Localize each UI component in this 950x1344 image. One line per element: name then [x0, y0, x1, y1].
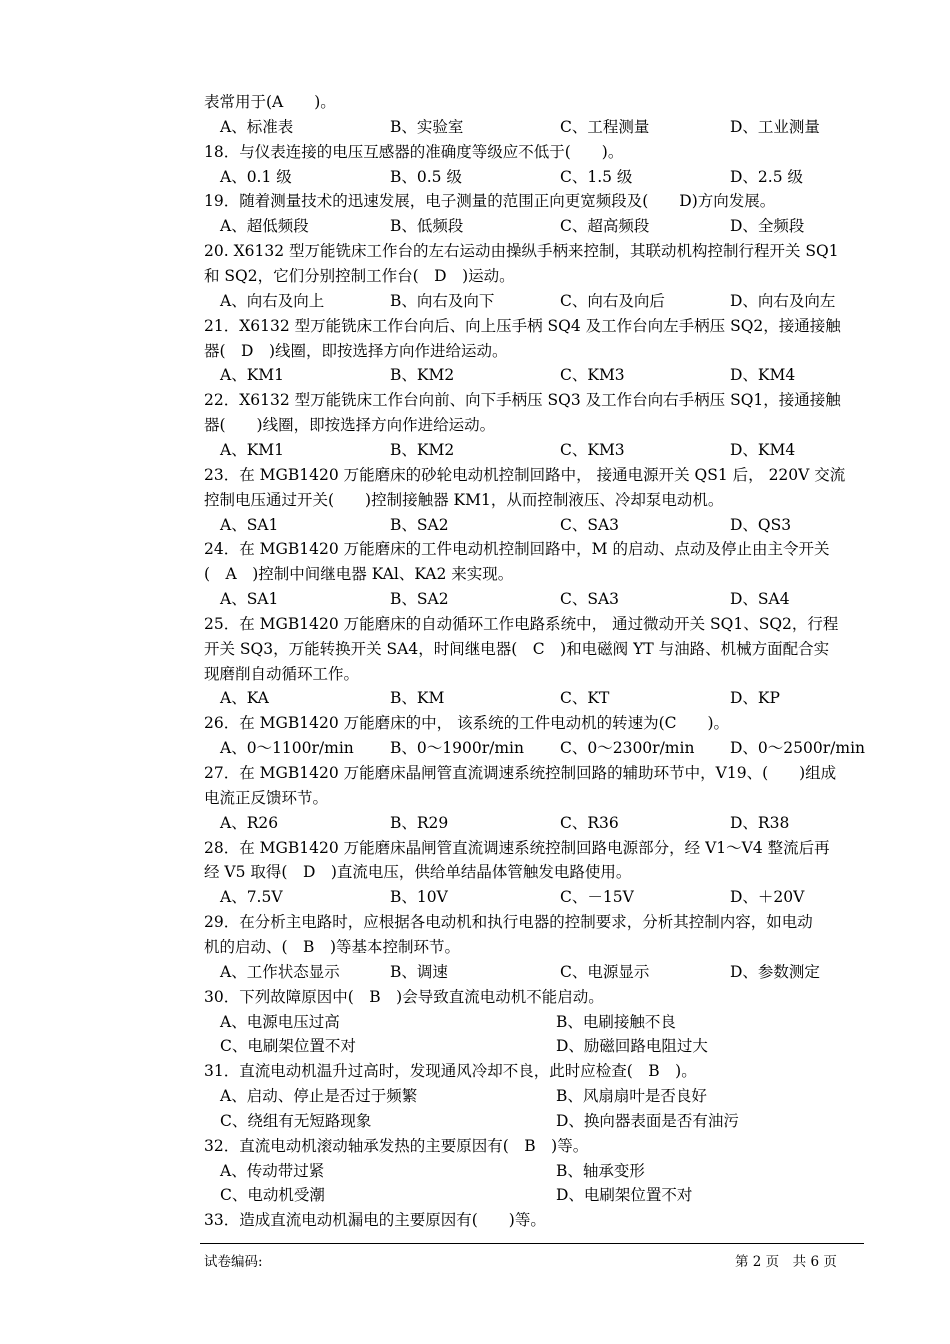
question-text: 19．随着测量技术的迅速发展，电子测量的范围正向更宽频段及( D)方向发展。: [204, 192, 776, 211]
option-row: [204, 165, 864, 190]
answer-option: B、0～1900r/min: [390, 739, 524, 758]
answer-option: A、向右及向上: [220, 291, 325, 310]
answer-option: D、KM4: [730, 366, 796, 385]
question-text: 机的启动、( B )等基本控制环节。: [204, 937, 460, 956]
answer-option: B、SA2: [390, 590, 449, 608]
question-text: 27．在 MGB1420 万能磨床晶闸管直流调速系统控制回路的辅助环节中，V19、( )组成: [204, 764, 837, 782]
question-text: 28．在 MGB1420 万能磨床晶闸管直流调速系统控制回路电源部分，经 V1～V4 整流后再: [204, 838, 830, 857]
question-text: 现磨削自动循环工作。: [204, 664, 360, 683]
answer-option: D、电刷架位置不对: [556, 1186, 693, 1205]
question-text: 电流正反馈环节。: [204, 788, 329, 807]
question-text: 32．直流电动机滚动轴承发热的主要原因有( B )等。: [204, 1136, 589, 1155]
answer-option: C、KM3: [560, 366, 625, 385]
answer-option: C、KM3: [560, 440, 625, 459]
answer-option: B、KM2: [390, 440, 455, 459]
answer-option: C、工程测量: [560, 117, 650, 136]
answer-option: B、调速: [390, 962, 448, 981]
answer-option: D、全频段: [730, 217, 805, 236]
answer-option: D、向右及向左: [730, 291, 836, 310]
answer-option: A、传动带过紧: [220, 1161, 325, 1180]
answer-option: B、KM2: [390, 366, 455, 385]
answer-option: A、KA: [220, 689, 269, 708]
question-text: 26．在 MGB1420 万能磨床的中， 该系统的工件电动机的转速为(C )。: [204, 714, 730, 733]
answer-option: B、实验室: [390, 117, 464, 136]
answer-option: A、0～1100r/min: [220, 739, 354, 758]
answer-option: A、超低频段: [220, 217, 309, 236]
answer-option: D、QS3: [730, 515, 792, 534]
footer-divider: [200, 1243, 864, 1244]
option-row: [204, 1183, 864, 1208]
answer-option: B、R29: [390, 813, 449, 832]
answer-option: A、0.1 级: [220, 167, 292, 186]
answer-option: D、KM4: [730, 440, 796, 459]
question-text: 表常用于(A )。: [204, 93, 336, 111]
answer-option: C、1.5 级: [560, 167, 633, 186]
answer-option: A、7.5V: [220, 888, 283, 907]
answer-option: D、2.5 级: [730, 167, 804, 186]
exam-code-label: 试卷编码:: [204, 1254, 263, 1270]
answer-option: C、SA3: [560, 590, 620, 608]
question-text: 经 V5 取得( D )直流电压，供给单结晶体管触发电路使用。: [204, 863, 632, 882]
answer-option: C、向右及向后: [560, 291, 665, 310]
question-text: 器( )线圈，即按选择方向作进给运动。: [204, 416, 496, 435]
answer-option: C、电刷架位置不对: [220, 1037, 356, 1056]
answer-option: A、SA1: [220, 590, 279, 608]
option-row: [204, 115, 864, 140]
answer-option: A、标准表: [220, 117, 294, 136]
answer-option: B、SA2: [390, 515, 449, 534]
answer-option: D、0～2500r/min: [730, 739, 866, 758]
answer-option: B、轴承变形: [556, 1161, 645, 1180]
option-row: [204, 438, 864, 463]
page-number: 第 2 页 共 6 页: [735, 1254, 837, 1270]
option-row: [204, 736, 864, 761]
answer-option: A、启动、停止是否过于频繁: [220, 1087, 418, 1105]
question-text: 20. X6132 型万能铣床工作台的左右运动由操纵手柄来控制，其联动机构控制行程开关 SQ1: [204, 242, 839, 261]
option-row: [204, 960, 864, 985]
answer-option: A、R26: [220, 813, 279, 832]
question-text: 22．X6132 型万能铣床工作台向前、向下手柄压 SQ3 及工作台向右手柄压 SQ1，接通接触: [204, 391, 841, 410]
answer-option: B、低频段: [390, 217, 464, 236]
answer-option: D、工业测量: [730, 117, 820, 136]
question-text: 21．X6132 型万能铣床工作台向后、向上压手柄 SQ4 及工作台向左手柄压 SQ2，接通接触: [204, 316, 841, 335]
answer-option: D、换向器表面是否有油污: [556, 1111, 739, 1130]
question-text: 29．在分析主电路时，应根据各电动机和执行电器的控制要求，分析其控制内容，如电动: [204, 913, 813, 932]
question-text: 23．在 MGB1420 万能磨床的砂轮电动机控制回路中， 接通电源开关 QS1 后， 220V 交流: [204, 465, 846, 484]
option-row: [204, 214, 864, 239]
answer-option: D、R38: [730, 813, 790, 832]
answer-option: B、10V: [390, 888, 448, 907]
answer-option: D、励磁回路电阻过大: [556, 1037, 708, 1056]
option-row: [204, 1159, 864, 1184]
question-text: 18．与仪表连接的电压互感器的准确度等级应不低于( )。: [204, 142, 624, 161]
answer-option: A、电源电压过高: [220, 1012, 340, 1031]
answer-option: A、SA1: [220, 515, 279, 534]
answer-option: C、0～2300r/min: [560, 739, 695, 758]
answer-option: B、向右及向下: [390, 291, 495, 310]
answer-option: D、参数测定: [730, 962, 820, 981]
question-text: 31．直流电动机温升过高时，发现通风冷却不良，此时应检查( B )。: [204, 1062, 697, 1081]
option-row: [204, 1010, 864, 1035]
option-row: [204, 885, 864, 910]
question-text: 25．在 MGB1420 万能磨床的自动循环工作电路系统中， 通过微动开关 SQ1、SQ2，行程: [204, 614, 839, 633]
option-row: [204, 289, 864, 314]
question-text: 控制电压通过开关( )控制接触器 KM1，从而控制液压、冷却泵电动机。: [204, 490, 724, 509]
question-text: 器( D )线圈，即按选择方向作进给运动。: [204, 341, 508, 360]
answer-option: D、KP: [730, 689, 780, 708]
answer-option: A、工作状态显示: [220, 962, 340, 981]
answer-option: B、风扇扇叶是否良好: [556, 1087, 707, 1105]
answer-option: C、－15V: [560, 888, 634, 907]
option-row: [204, 686, 864, 711]
answer-option: C、绕组有无短路现象: [220, 1111, 372, 1130]
option-row: [204, 587, 864, 612]
answer-option: A、KM1: [220, 440, 285, 459]
option-row: [204, 1109, 864, 1134]
option-row: [204, 363, 864, 388]
answer-option: C、超高频段: [560, 217, 650, 236]
option-row: [204, 1084, 864, 1109]
answer-option: C、电源显示: [560, 962, 650, 981]
question-text: 和 SQ2，它们分别控制工作台( D )运动。: [204, 267, 515, 285]
answer-option: D、SA4: [730, 590, 790, 608]
answer-option: C、KT: [560, 689, 610, 708]
option-row: [204, 1034, 864, 1059]
question-text: 24．在 MGB1420 万能磨床的工件电动机控制回路中，M 的启动、点动及停止由主令开关: [204, 540, 830, 559]
question-text: 33．造成直流电动机漏电的主要原因有( )等。: [204, 1211, 546, 1230]
answer-option: A、KM1: [220, 366, 285, 385]
answer-option: C、电动机受潮: [220, 1186, 325, 1205]
answer-option: D、＋20V: [730, 888, 805, 907]
answer-option: C、SA3: [560, 515, 620, 534]
answer-option: B、KM: [390, 689, 445, 708]
answer-option: C、R36: [560, 813, 619, 832]
option-row: [204, 811, 864, 836]
question-text: 30．下列故障原因中( B )会导致直流电动机不能启动。: [204, 987, 604, 1006]
answer-option: B、电刷接触不良: [556, 1012, 676, 1031]
question-text: 开关 SQ3，万能转换开关 SA4，时间继电器( C )和电磁阀 YT 与油路、机械方面配合实: [204, 639, 830, 658]
question-text: ( A )控制中间继电器 KAl、KA2 来实现。: [204, 565, 514, 584]
answer-option: B、0.5 级: [390, 167, 462, 186]
option-row: [204, 513, 864, 538]
